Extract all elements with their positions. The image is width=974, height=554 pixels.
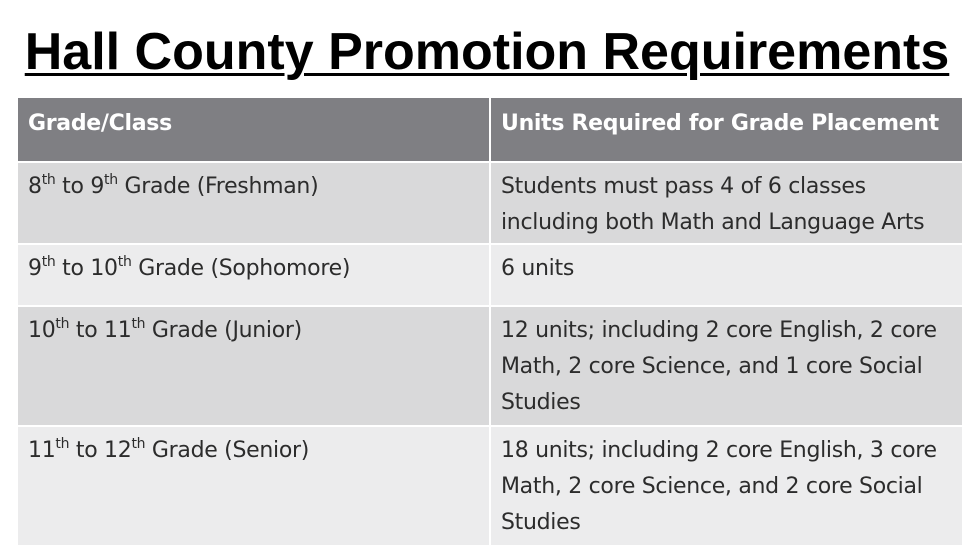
table-header-row	[18, 98, 962, 162]
table-row	[18, 306, 962, 426]
page-title: Hall County Promotion Requirements	[24, 23, 950, 81]
grade-cell	[18, 426, 490, 546]
table-row	[18, 426, 962, 546]
requirement-cell: 6 units	[490, 244, 962, 306]
grade-to-suffix: th	[117, 254, 132, 270]
grade-from-number: 8	[28, 174, 42, 199]
grade-class-name: Grade (Freshman)	[117, 174, 319, 199]
grade-to-word: to	[69, 438, 105, 463]
requirement-cell: 18 units; including 2 core English, 3 core Math, 2 core Science, and 2 core Social Studies	[490, 426, 962, 546]
grade-from-suffix: th	[41, 254, 56, 270]
grade-cell	[18, 244, 490, 306]
grade-from-suffix: th	[41, 172, 56, 188]
grade-from-number: 10	[28, 318, 56, 343]
column-header-grade-class: Grade/Class	[18, 98, 490, 162]
grade-from-suffix: th	[55, 316, 70, 332]
grade-to-word: to	[69, 318, 105, 343]
grade-from-suffix: th	[55, 436, 70, 452]
column-header-units-required: Units Required for Grade Placement	[490, 98, 962, 162]
requirement-cell: 12 units; including 2 core English, 2 core Math, 2 core Science, and 1 core Social Studies	[490, 306, 962, 426]
grade-cell	[18, 162, 490, 244]
grade-to-number: 10	[90, 256, 118, 281]
grade-to-suffix: th	[131, 436, 146, 452]
grade-class-name: Grade (Sophomore)	[131, 256, 351, 281]
grade-to-word: to	[55, 256, 91, 281]
grade-to-suffix: th	[104, 172, 118, 188]
grade-to-word: to	[55, 174, 91, 199]
table-row	[18, 244, 962, 306]
grade-from-number: 9	[28, 256, 42, 281]
requirement-cell: Students must pass 4 of 6 classes including both Math and Language Arts	[490, 162, 962, 244]
table-row	[18, 162, 962, 244]
promotion-requirements-table	[18, 98, 962, 547]
grade-from-number: 11	[28, 438, 56, 463]
grade-to-number: 12	[104, 438, 132, 463]
grade-cell	[18, 306, 490, 426]
grade-class-name: Grade (Junior)	[145, 318, 302, 343]
grade-to-number: 11	[104, 318, 132, 343]
grade-class-name: Grade (Senior)	[145, 438, 310, 463]
grade-to-number: 9	[90, 174, 105, 199]
grade-to-suffix: th	[131, 316, 146, 332]
